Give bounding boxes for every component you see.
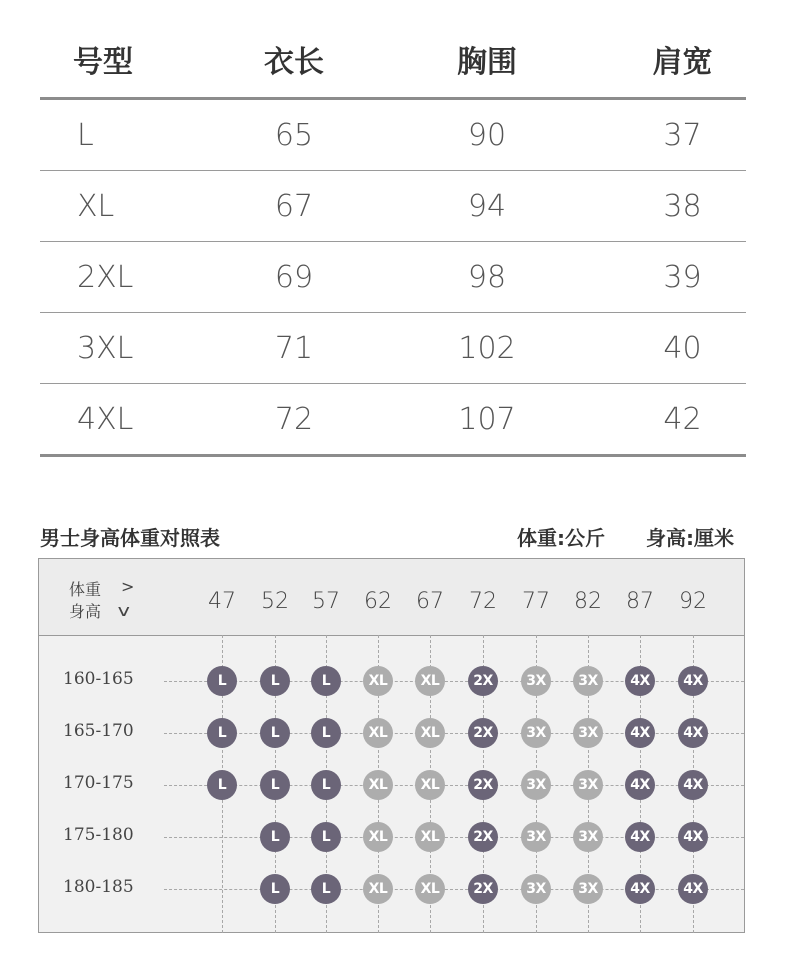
table-row (40, 242, 746, 313)
height-label: 165-170 (63, 721, 134, 741)
axis-weight-label: 体重 (69, 580, 102, 599)
cell-shoulder: 40 (663, 330, 702, 366)
size-dot: L (207, 718, 237, 748)
size-table-header (40, 20, 746, 100)
table-row (40, 171, 746, 242)
size-dot: XL (415, 874, 445, 904)
size-dot: 3X (573, 666, 603, 696)
size-dot: XL (363, 822, 393, 852)
size-dot: XL (415, 666, 445, 696)
size-dot: XL (363, 770, 393, 800)
size-dot: 3X (573, 822, 603, 852)
grid-hline (164, 733, 744, 734)
cell-size: 2XL (77, 259, 134, 295)
weight-label: 52 (261, 589, 289, 614)
header-chest: 胸围 (457, 44, 517, 80)
header-length: 衣长 (264, 44, 324, 80)
height-unit-label: 身高:厘米 (646, 526, 734, 550)
size-dot: L (311, 822, 341, 852)
axis-height-label: 身高 (69, 602, 102, 621)
size-dot: 2X (468, 874, 498, 904)
size-dot: 2X (468, 718, 498, 748)
cell-chest: 98 (467, 259, 507, 295)
weight-label: 67 (416, 589, 444, 614)
cell-chest: 107 (458, 401, 516, 437)
size-dot: XL (363, 874, 393, 904)
weight-label: 77 (522, 589, 550, 614)
size-dot: L (260, 718, 290, 748)
weight-label: 62 (364, 589, 392, 614)
size-dot: XL (415, 822, 445, 852)
size-dot: 4X (678, 770, 708, 800)
table-row (40, 100, 746, 171)
size-dot: 3X (573, 718, 603, 748)
weight-label: 72 (469, 589, 497, 614)
size-dot: 3X (521, 770, 551, 800)
size-dot: 4X (678, 666, 708, 696)
cell-length: 65 (274, 117, 314, 153)
cell-length: 67 (274, 188, 314, 224)
size-dot: XL (415, 718, 445, 748)
cell-size: XL (77, 188, 115, 224)
cell-shoulder: 42 (663, 401, 702, 437)
size-dot: L (207, 666, 237, 696)
grid-hline (164, 889, 744, 890)
size-dot: L (311, 770, 341, 800)
size-chart (38, 558, 745, 933)
size-dot: XL (363, 666, 393, 696)
table-row (40, 384, 746, 457)
weight-label: 47 (208, 589, 236, 614)
cell-size: 4XL (77, 401, 134, 437)
size-dot: 3X (521, 718, 551, 748)
size-dot: 2X (468, 822, 498, 852)
chart-title: 男士身高体重对照表 (40, 526, 220, 550)
size-dot: 4X (625, 874, 655, 904)
cell-shoulder: 38 (663, 188, 702, 224)
grid-hline (164, 785, 744, 786)
size-dot: 4X (625, 770, 655, 800)
grid-hline (164, 837, 744, 838)
size-dot: 3X (521, 822, 551, 852)
height-label: 160-165 (63, 669, 134, 689)
cell-shoulder: 37 (663, 117, 702, 153)
size-dot: 3X (521, 666, 551, 696)
height-label: 175-180 (63, 825, 134, 845)
weight-label: 82 (574, 589, 602, 614)
cell-chest: 102 (458, 330, 516, 366)
size-dot: 4X (625, 718, 655, 748)
cell-length: 69 (274, 259, 314, 295)
height-label: 170-175 (63, 773, 134, 793)
cell-size: 3XL (77, 330, 134, 366)
size-dot: XL (363, 718, 393, 748)
size-dot: 4X (678, 718, 708, 748)
size-dot: 4X (678, 822, 708, 852)
size-dot: L (260, 666, 290, 696)
cell-length: 71 (274, 330, 314, 366)
size-dot: 3X (573, 770, 603, 800)
size-dot: 2X (468, 666, 498, 696)
size-dot: L (260, 822, 290, 852)
size-dot: L (311, 718, 341, 748)
size-dot: XL (415, 770, 445, 800)
cell-chest: 90 (467, 117, 507, 153)
chevron-down-icon: v (117, 601, 130, 620)
size-dot: 4X (625, 666, 655, 696)
weight-label: 87 (626, 589, 654, 614)
grid-hline (164, 681, 744, 682)
weight-label: 57 (312, 589, 340, 614)
cell-size: L (77, 117, 94, 153)
size-table (40, 20, 746, 457)
weight-unit-label: 体重:公斤 (517, 526, 605, 550)
cell-shoulder: 39 (663, 259, 702, 295)
size-dot: 3X (573, 874, 603, 904)
height-label: 180-185 (63, 877, 134, 897)
cell-length: 72 (274, 401, 314, 437)
size-dot: L (311, 666, 341, 696)
cell-chest: 94 (467, 188, 507, 224)
chevron-right-icon: > (121, 577, 135, 596)
size-dot: L (260, 770, 290, 800)
size-dot: 4X (678, 874, 708, 904)
size-dot: L (260, 874, 290, 904)
size-dot: 3X (521, 874, 551, 904)
header-shoulder: 肩宽 (652, 44, 713, 80)
size-dot: L (311, 874, 341, 904)
size-dot: 2X (468, 770, 498, 800)
table-row (40, 313, 746, 384)
size-dot: 4X (625, 822, 655, 852)
size-dot: L (207, 770, 237, 800)
header-size: 号型 (73, 44, 133, 80)
weight-label: 92 (679, 589, 707, 614)
